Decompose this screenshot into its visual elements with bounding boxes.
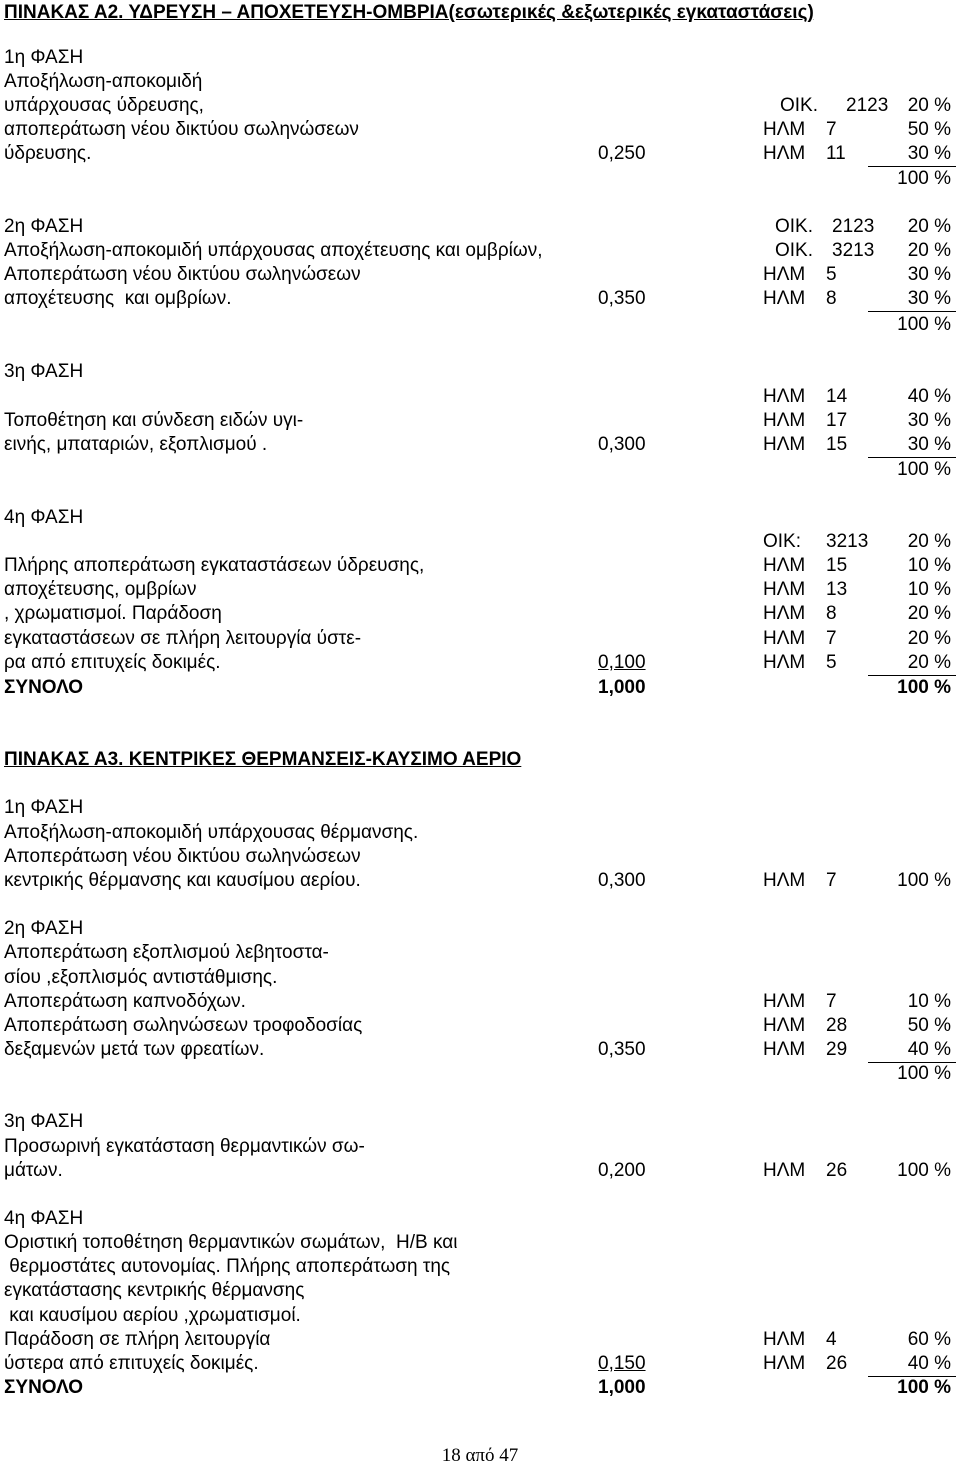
a2-phase2-pct: 30 % [907,264,951,285]
a2-phase4-cat: ΗΛΜ [763,628,806,649]
a3-phase1-num: 7 [826,870,837,891]
a2-phase4-num: 5 [826,652,837,673]
a3-phase2-text: δεξαμενών μετά των φρεατίων. [4,1039,265,1060]
a3-phase1-line-2 [0,845,960,869]
a3-phase2-line-2 [0,966,960,990]
a3-phase2-cat: ΗΛΜ [763,1039,806,1060]
a2-phase4-num: 15 [826,555,848,576]
a2-phase1-num: 11 [826,143,846,164]
a2-phase4-factor: 0,100 [598,652,646,673]
a3-phase4-cat: ΗΛΜ [763,1329,806,1350]
a3-phase4-num: 26 [826,1353,848,1374]
a2-phase2-sum-rule [868,311,956,312]
a3-phase1-label: 1η ΦΑΣΗ [4,797,84,818]
a2-phase1-factor: 0,250 [598,143,646,164]
a2-phase2-cat: ΟΙΚ. [775,216,814,237]
a2-phase4-label-line [0,506,960,530]
a2-phase3-total-line [0,458,960,482]
a2-phase4-cat: ΗΛΜ [763,579,806,600]
a2-phase3-line-1 [0,385,960,409]
a2-phase4-line-3 [0,578,960,602]
a3-phase4-label: 4η ΦΑΣΗ [4,1208,84,1229]
a3-phase4-num: 4 [826,1329,837,1350]
a3-phase2-text: Αποπεράτωση σωληνώσεων τροφοδοσίας [4,1015,363,1036]
a3-phase4-line-5 [0,1328,960,1352]
a3-phase3-num: 26 [826,1160,848,1181]
a2-phase4-line-4 [0,602,960,626]
a3-phase4-pct: 60 % [907,1329,951,1350]
a2-phase4-pct: 20 % [907,531,951,552]
a2-phase2-cat: ΟΙΚ. [775,240,814,261]
a2-phase2-cat: ΗΛΜ [763,264,806,285]
a2-phase2-num: 2123 [832,216,875,237]
a2-phase4-line-1 [0,530,960,554]
a2-phase1-line-3 [0,118,960,142]
a3-phase2-text: Αποπεράτωση καπνοδόχων. [4,991,246,1012]
a3-phase2-label-line [0,917,960,941]
a3-phase2-pct: 10 % [907,991,951,1012]
a3-phase3-line-2 [0,1159,960,1183]
a2-phase4-num: 13 [826,579,848,600]
a3-phase2-cat: ΗΛΜ [763,991,806,1012]
a2-phase2-num: 3213 [832,240,875,261]
a3-phase4-text: θερμοστάτες αυτονομίας. Πλήρης αποπεράτωση της [4,1256,451,1277]
a2-phase3-num: 14 [826,386,848,407]
a3-title: ΠΙΝΑΚΑΣ Α3. ΚΕΝΤΡΙΚΕΣ ΘΕΡΜΑΝΣΕΙΣ-ΚΑΥΣΙΜΟ ΑΕΡΙΟ [4,749,522,770]
a2-phase1-num: 7 [826,119,837,140]
a2-phase4-cat: ΗΛΜ [763,652,806,673]
a2-phase3-pct: 30 % [907,434,951,455]
a3-phase3-text: Προσωρινή εγκατάσταση θερμαντικών σω- [4,1136,365,1157]
a2-phase4-pct: 10 % [907,555,951,576]
a3-phase2-total: 100 % [897,1063,951,1084]
a3-phase2-line-4 [0,1014,960,1038]
a2-phase1-line-1 [0,70,960,94]
a3-phase2-pct: 40 % [907,1039,951,1060]
a2-phase3-cat: ΗΛΜ [763,386,806,407]
a2-phase1-label: 1η ΦΑΣΗ [4,47,84,68]
a2-phase3-line-3 [0,433,960,457]
a3-phase4-cat: ΗΛΜ [763,1353,806,1374]
a3-phase1-line-1 [0,821,960,845]
a2-phase1-pct: 30 % [907,143,951,164]
a2-phase4-line-5 [0,627,960,651]
a3-total-factor: 1,000 [598,1377,646,1398]
a2-phase4-cat: ΟΙΚ: [763,531,802,552]
a2-phase4-num: 3213 [826,531,869,552]
a2-phase4-cat: ΗΛΜ [763,555,806,576]
a2-phase3-num: 17 [826,410,848,431]
a3-phase4-line-1 [0,1231,960,1255]
a2-phase1-line-4 [0,142,960,166]
a2-phase1-label-line [0,46,960,70]
a2-phase4-num: 7 [826,628,837,649]
a2-phase3-label-line [0,360,960,384]
a2-phase1-pct: 20 % [907,95,951,116]
a2-phase4-label: 4η ΦΑΣΗ [4,507,84,528]
a2-phase4-pct: 20 % [907,603,951,624]
a3-phase1-text: Αποπεράτωση νέου δικτύου σωληνώσεων [4,846,361,867]
a3-phase1-label-line [0,796,960,820]
a2-phase4-cat: ΗΛΜ [763,603,806,624]
a3-phase2-text: Αποπεράτωση εξοπλισμού λεβητοστα- [4,942,329,963]
a3-phase1-text: κεντρικής θέρμανσης και καυσίμου αερίου. [4,870,361,891]
a2-phase2-line-1 [0,239,960,263]
a2-phase3-cat: ΗΛΜ [763,434,806,455]
a3-phase4-line-2 [0,1255,960,1279]
a3-phase4-pct: 40 % [907,1353,951,1374]
a3-total-pct: 100 % [897,1377,951,1398]
a3-phase3-label-line [0,1110,960,1134]
a2-phase2-total: 100 % [897,314,951,335]
a3-phase2-pct: 50 % [907,1015,951,1036]
a3-phase2-line-5 [0,1038,960,1062]
a3-total-line [0,1376,960,1400]
a2-phase3-line-2 [0,409,960,433]
a3-phase4-text: Παράδοση σε πλήρη λειτουργία [4,1329,271,1350]
a3-phase3-text: μάτων. [4,1160,63,1181]
a2-phase2-text: Αποπεράτωση νέου δικτύου σωληνώσεων [4,264,361,285]
a3-phase3-pct: 100 % [897,1160,951,1181]
a3-phase2-factor: 0,350 [598,1039,646,1060]
a2-phase2-text: Αποξήλωση-αποκομιδή υπάρχουσας αποχέτευσης και ομβρίων, [4,240,543,261]
a3-phase4-text: και καυσίμου αερίου ,χρωματισμοί. [4,1305,301,1326]
a2-phase2-num: 8 [826,288,837,309]
a2-phase1-pct: 50 % [907,119,951,140]
a2-phase4-text: , χρωματισμοί. Παράδοση [4,603,222,624]
a2-phase4-pct: 20 % [907,628,951,649]
a2-phase2-pct: 30 % [907,288,951,309]
a2-phase1-cat: ΟΙΚ. [780,95,819,116]
a2-phase3-label: 3η ΦΑΣΗ [4,361,84,382]
a3-phase2-label: 2η ΦΑΣΗ [4,918,84,939]
a3-phase2-num: 7 [826,991,837,1012]
a3-phase2-cat: ΗΛΜ [763,1015,806,1036]
a2-phase2-line-2 [0,263,960,287]
a2-phase3-text: εινής, μπαταριών, εξοπλισμού . [4,434,268,455]
a3-phase1-line-3 [0,869,960,893]
a2-phase1-cat: ΗΛΜ [763,143,806,164]
a2-total-line [0,676,960,700]
a2-phase1-text: υπάρχουσας ύδρευσης, [4,95,204,116]
a2-phase2-line-0 [0,215,960,239]
a3-phase4-text: ύστερα από επιτυχείς δοκιμές. [4,1353,259,1374]
a2-phase3-num: 15 [826,434,848,455]
a3-phase2-num: 28 [826,1015,848,1036]
a2-phase2-pct: 20 % [907,240,951,261]
a3-phase1-cat: ΗΛΜ [763,870,806,891]
a2-phase4-text: εγκαταστάσεων σε πλήρη λειτουργία ύστε- [4,628,362,649]
a2-phase2-text: αποχέτευσης και ομβρίων. [4,288,232,309]
a2-title-line [0,1,960,25]
a2-phase4-text: ρα από επιτυχείς δοκιμές. [4,652,221,673]
a2-phase4-pct: 20 % [907,652,951,673]
a3-phase4-text: Οριστική τοποθέτηση θερμαντικών σωμάτων, Η/Β και [4,1232,458,1253]
a2-phase1-num: 2123 [846,95,889,116]
a2-phase3-text: Τοποθέτηση και σύνδεση ειδών υγι- [4,410,304,431]
a3-phase2-line-3 [0,990,960,1014]
a2-phase1-text: ύδρευσης. [4,143,92,164]
a3-phase1-text: Αποξήλωση-αποκομιδή υπάρχουσας θέρμανσης. [4,822,419,843]
a3-phase4-label-line [0,1207,960,1231]
page-number: 18 από 47 [441,1445,519,1466]
a3-phase2-text: σίου ,εξοπλισμός αντιστάθμισης. [4,967,278,988]
a2-phase4-num: 8 [826,603,837,624]
a2-phase1-line-2 [0,94,960,118]
a2-phase1-cat: ΗΛΜ [763,119,806,140]
a3-phase4-line-3 [0,1279,960,1303]
a2-phase3-pct: 40 % [907,386,951,407]
a2-phase2-cat: ΗΛΜ [763,288,806,309]
a2-phase3-cat: ΗΛΜ [763,410,806,431]
a3-phase4-line-6 [0,1352,960,1376]
a2-phase2-label: 2η ΦΑΣΗ [4,216,84,237]
a2-phase4-pct: 10 % [907,579,951,600]
a2-phase1-total: 100 % [897,168,951,189]
a2-phase2-pct: 20 % [907,216,951,237]
a2-total-pct: 100 % [897,677,951,698]
a2-phase4-text: αποχέτευσης, ομβρίων [4,579,197,600]
a2-phase3-factor: 0,300 [598,434,646,455]
a2-phase1-text: Αποξήλωση-αποκομιδή [4,71,203,92]
a2-title: ΠΙΝΑΚΑΣ Α2. ΥΔΡΕΥΣΗ – ΑΠΟΧΕΤΕΥΣΗ-ΟΜΒΡΙΑ(εσωτερικές &εξωτερικές εγκαταστάσεις) [4,2,814,23]
a3-total-label: ΣΥΝΟΛΟ [4,1377,84,1398]
a2-phase4-text: Πλήρης αποπεράτωση εγκαταστάσεων ύδρευσης, [4,555,425,576]
a3-phase3-line-1 [0,1135,960,1159]
a3-phase2-line-1 [0,941,960,965]
a3-phase3-label: 3η ΦΑΣΗ [4,1111,84,1132]
a2-phase2-total-line [0,313,960,337]
a3-phase4-factor: 0,150 [598,1353,646,1374]
a2-phase1-text: αποπεράτωση νέου δικτύου σωληνώσεων [4,119,359,140]
a2-phase4-line-2 [0,554,960,578]
a2-phase2-factor: 0,350 [598,288,646,309]
a2-phase2-num: 5 [826,264,837,285]
a2-total-factor: 1,000 [598,677,646,698]
a2-phase3-pct: 30 % [907,410,951,431]
a3-phase3-cat: ΗΛΜ [763,1160,806,1181]
a3-phase4-text: εγκατάστασης κεντρικής θέρμανσης [4,1280,305,1301]
a3-phase2-num: 29 [826,1039,848,1060]
a3-phase1-pct: 100 % [897,870,951,891]
a3-phase1-factor: 0,300 [598,870,646,891]
a2-phase1-total-line [0,167,960,191]
a3-phase4-line-4 [0,1304,960,1328]
a2-phase3-total: 100 % [897,459,951,480]
a2-total-label: ΣΥΝΟΛΟ [4,677,84,698]
a3-title-line [0,748,960,772]
a3-phase3-factor: 0,200 [598,1160,646,1181]
a2-phase2-line-3 [0,287,960,311]
a2-phase4-line-6 [0,651,960,675]
a3-phase2-total-line [0,1062,960,1086]
